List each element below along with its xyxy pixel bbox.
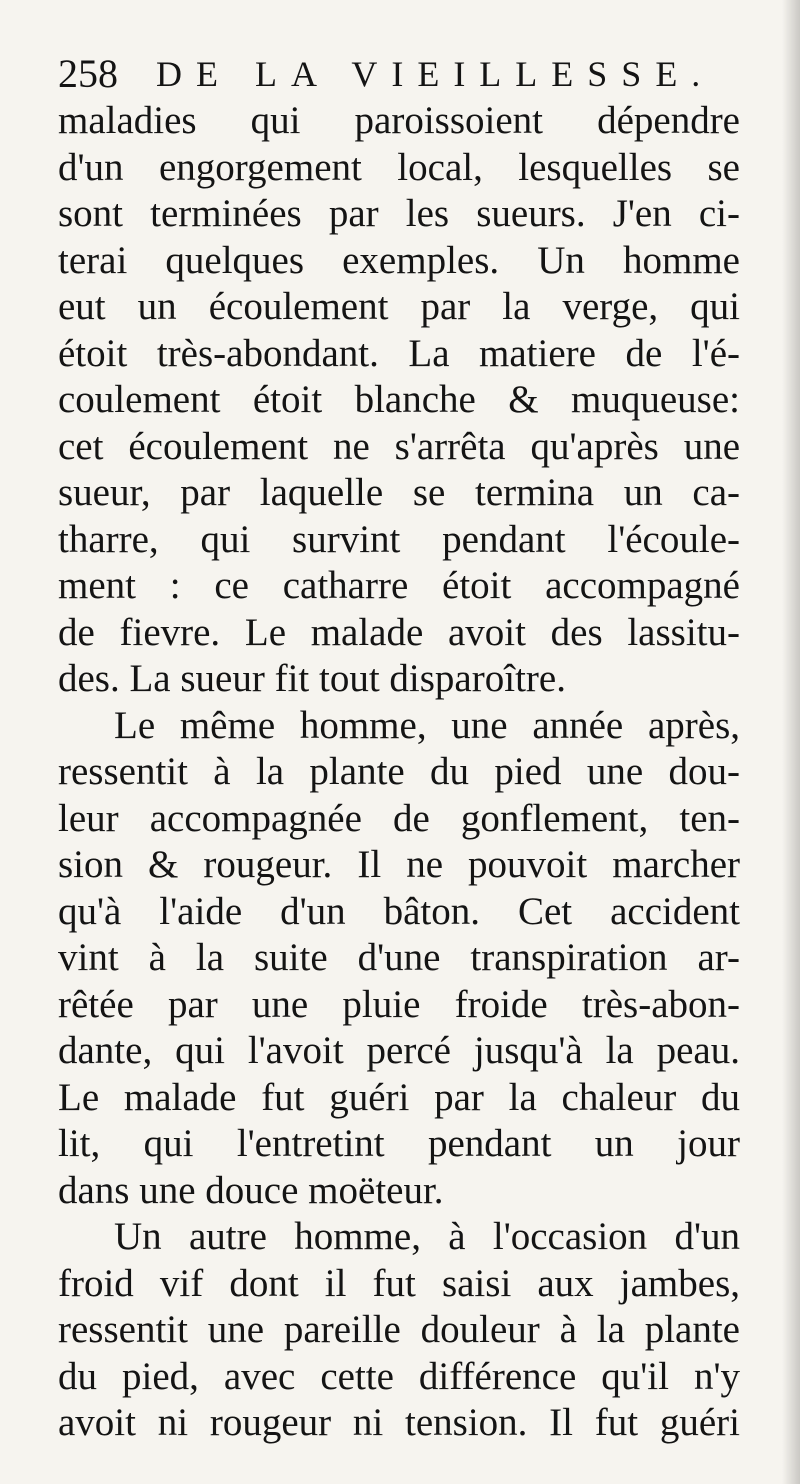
text-line: eut un écoulement par la verge, qui: [58, 285, 740, 328]
text-line: lit, qui l'entretint pendant un jour: [58, 1122, 740, 1165]
text-line: de fievre. Le malade avoit des lassitu-: [58, 610, 740, 654]
page-number: 258: [58, 51, 118, 96]
text-line: étoit très-abondant. La matiere de l'é-: [58, 331, 740, 375]
text-line: maladies qui paroissoient dépendre: [58, 99, 740, 142]
text-line: sion & rougeur. Il ne pouvoit marcher: [58, 843, 740, 886]
text-line: ment : ce catharre étoit accompagné: [58, 564, 740, 607]
page-header: [58, 48, 715, 100]
text-line: cet écoulement ne s'arrêta qu'après une: [58, 424, 740, 468]
text-line: qu'à l'aide d'un bâton. Cet accident: [58, 889, 740, 933]
text-line: tharre, qui survint pendant l'écoule-: [58, 517, 740, 561]
text-line: vint à la suite d'une transpiration ar-: [58, 936, 740, 979]
text-line: sont terminées par les sueurs. J'en ci-: [58, 192, 740, 235]
text-line: rêtée par une pluie froide très-abon-: [58, 982, 740, 1026]
text-line: dante, qui l'avoit percé jusqu'à la peau.: [58, 1029, 740, 1072]
text-line: des. La sueur fit tout disparoître.: [58, 657, 566, 700]
text-line: terai quelques exemples. Un homme: [58, 238, 740, 282]
text-line: ressentit à la plante du pied une dou-: [58, 750, 740, 793]
running-title: DE LA VIEILLESSE.: [156, 54, 715, 94]
body-text: [58, 98, 740, 1447]
text-line: avoit ni rougeur ni tension. Il fut guéri: [58, 1401, 740, 1444]
page-edge-shadow: [782, 0, 800, 1484]
text-line: sueur, par laquelle se termina un ca-: [58, 471, 740, 514]
paragraph-first-line: Un autre homme, à l'occasion d'un: [114, 1215, 740, 1258]
text-line: d'un engorgement local, lesquelles se: [58, 145, 740, 189]
text-line: leur accompagnée de gonflement, ten-: [58, 796, 740, 840]
text-line: froid vif dont il fut saisi aux jambes,: [58, 1261, 740, 1305]
text-line: coulement étoit blanche & muqueuse:: [58, 378, 740, 421]
paragraph-first-line: Le même homme, une année après,: [114, 703, 740, 747]
text-line: ressentit une pareille douleur à la plante: [58, 1308, 740, 1351]
text-line: Le malade fut guéri par la chaleur du: [58, 1075, 740, 1119]
text-line: dans une douce moëteur.: [58, 1168, 444, 1212]
text-line: du pied, avec cette différence qu'il n'y: [58, 1354, 740, 1398]
